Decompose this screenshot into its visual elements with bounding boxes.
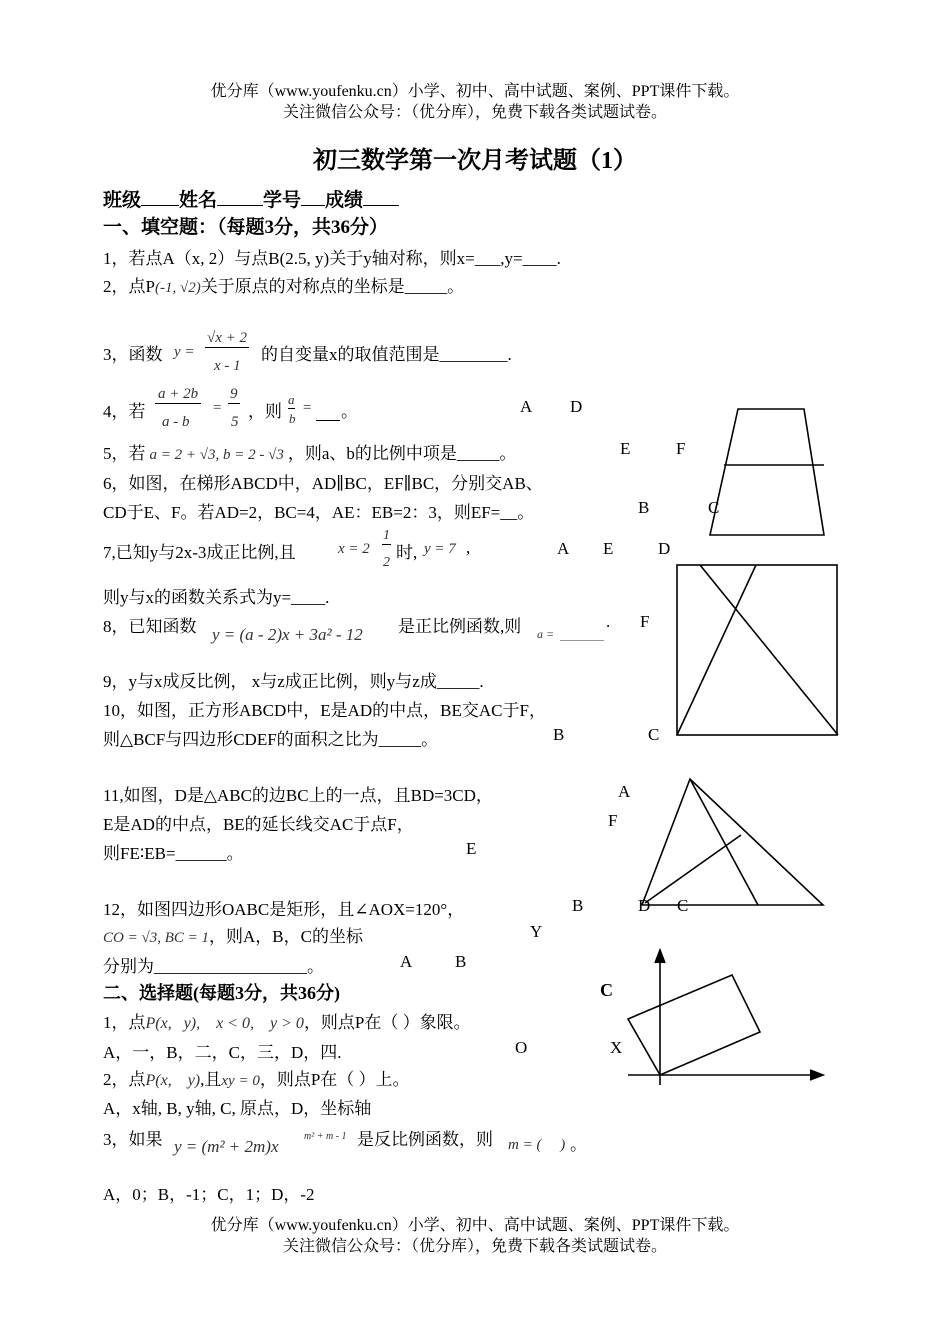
question-1-11b: E是AD的中点，BE的延长线交AC于点F， (103, 815, 414, 834)
y-axis-arrow (655, 950, 665, 963)
q8-pre: 8，已知函数 (103, 617, 197, 636)
tri-label-e: E (466, 839, 477, 858)
rect-label-x: X (610, 1038, 623, 1057)
question-1-6b: CD于E、F。若AD=2，BC=4，AE：EB=2：3，则EF=__。 (103, 503, 535, 522)
tri-label-a: A (618, 782, 631, 801)
q8-math: y = (a - 2)x + 3a² - 12 (212, 625, 363, 644)
question-1-9: 9，y与x成反比例， x与z成正比例，则y与z成_____. (103, 672, 484, 691)
sq-label-f: F (640, 612, 650, 631)
q2-math: (-1, √2) (154, 280, 201, 296)
number-label: 学号 (263, 190, 302, 211)
question-1-10a: 10，如图，正方形ABCD中，E是AD的中点，BE交AC于F， (103, 701, 546, 720)
q4-denominator: a - b (162, 414, 190, 430)
rect-label-a: A (400, 952, 413, 971)
tri-label-d: D (638, 896, 651, 915)
trap-label-d: D (570, 397, 583, 416)
q7-end: , (466, 538, 471, 557)
tri-label-b: B (572, 896, 584, 915)
trap-label-e: E (620, 439, 631, 458)
q7-pre: 7,已知y与2x-3成正比例,且 (103, 543, 296, 562)
s2q2-post: ，则点P在（ ）上。 (259, 1070, 410, 1089)
q4-rden: 5 (231, 414, 239, 430)
question-1-12c: 分别为__________________。 (103, 957, 324, 976)
s2q1-pre: 1，点 (103, 1013, 146, 1032)
x-axis-arrow (810, 1070, 823, 1080)
rect-label-c: C (600, 980, 613, 1000)
score-label: 成绩 (325, 190, 364, 211)
q12-post: ，则A，B，C的坐标 (208, 927, 363, 946)
name-label: 姓名 (179, 190, 218, 211)
q7-math1: x = 2 (338, 541, 370, 557)
triangle-bf-line (645, 835, 741, 903)
q8-end: . (606, 612, 611, 631)
q4-mid: ，则 (248, 402, 282, 421)
question-1-12b (103, 922, 363, 947)
sq-label-e: E (603, 539, 614, 558)
s2q2-math: P(x, y) (145, 1072, 201, 1089)
rectangle-oabc (628, 975, 760, 1075)
q4-pre: 4，若 (103, 402, 146, 421)
question-2-1-options: A，一，B，二，C，三，D，四. (103, 1043, 342, 1062)
section-1-heading: 一、填空题：（每题3分，共36分） (103, 217, 389, 238)
square-be-line (677, 565, 756, 735)
question-1-10b: 则△BCF与四边形CDEF的面积之比为_____。 (103, 730, 439, 749)
question-2-1 (103, 1008, 471, 1033)
q4-aden: b (289, 411, 296, 426)
q8-post: 是正比例函数,则 (398, 617, 522, 636)
s2q3-post: 是反比例函数，则 (357, 1130, 493, 1149)
s2q1-post: ，则点P在（ ）象限。 (303, 1013, 471, 1032)
square-outline (677, 565, 837, 735)
trap-label-b: B (638, 498, 650, 517)
sq-label-c: C (648, 725, 660, 744)
page-title: 初三数学第一次月考试题（1） (313, 148, 637, 174)
footer-line-2: 关注微信公众号：（优分库），免费下载各类试题试卷。 (282, 1238, 667, 1255)
tri-label-f: F (608, 811, 618, 830)
sq-label-d: D (658, 539, 671, 558)
trap-label-f: F (676, 439, 686, 458)
question-1-1: 1，若点A（x, 2）与点B(2.5, y)关于y轴对称，则x=___,y=____. (103, 249, 561, 268)
q7-mid: 时, (396, 543, 418, 562)
section-2-heading: 二、选择题(每题3分，共36分) (103, 983, 340, 1003)
student-info-line (103, 185, 399, 212)
rect-label-y: Y (530, 922, 543, 941)
q5-math: a = 2 + √3, b = 2 - √3 (149, 447, 284, 463)
coordinate-figure (620, 945, 830, 1090)
q3-numerator: √x + 2 (207, 330, 248, 346)
question-2-2-options: A，x轴, B, y轴, C, 原点，D，坐标轴 (103, 1099, 372, 1118)
q12-math: CO = √3, BC = 1 (103, 930, 209, 946)
q7-math2: y = 7 (424, 541, 456, 557)
s2q1-math: P(x, y), x < 0, y > 0 (145, 1015, 304, 1032)
question-1-2 (103, 272, 464, 297)
q8-answer-blank (560, 640, 604, 641)
q4-answer-blank (316, 420, 340, 421)
q7-fden: 2 (383, 555, 390, 570)
question-1-5 (103, 439, 516, 464)
question-1-11c: 则FE∶EB=______。 (103, 844, 244, 863)
q5-post: ，则a、b的比例中项是_____。 (287, 444, 517, 463)
question-1-6a: 6，如图，在梯形ABCD中，AD∥BC，EF∥BC，分别交AB、 (103, 474, 543, 493)
question-2-3-options: A，0；B，-1；C，1；D，-2 (103, 1185, 315, 1204)
trapezoid-outline (710, 409, 824, 535)
trap-label-c: C (708, 498, 720, 517)
q4-tail: = (302, 400, 313, 416)
s2q2-pre: 2，点 (103, 1070, 146, 1089)
header-line-2: 关注微信公众号：（优分库），免费下载各类试题试卷。 (282, 104, 667, 121)
q8-math2: a = (537, 627, 555, 641)
q4-rnum: 9 (230, 386, 238, 402)
sq-label-a: A (557, 539, 570, 558)
question-1-7b: 则y与x的函数关系式为y=____. (103, 588, 330, 607)
question-1-11a: 11,如图，D是△ABC的边BC上的一点，且BD=3CD， (103, 786, 493, 805)
tri-label-c: C (677, 896, 689, 915)
s2q2-mid: ,且 (200, 1070, 222, 1089)
question-1-12a: 12，如图四边形OABC是矩形，且∠AOX=120°， (103, 900, 465, 919)
trap-label-a: A (520, 397, 533, 416)
footer-line-1: 优分库（www.youfenku.cn）小学、初中、高中试题、案例、PPT课件下载。 (210, 1217, 740, 1234)
q3-denominator: x - 1 (214, 358, 241, 374)
q4-end: 。 (341, 402, 358, 421)
s2q3-pre: 3，如果 (103, 1130, 163, 1149)
rect-label-o: O (515, 1038, 528, 1057)
square-diagonal-line (700, 565, 838, 735)
s2q2-math2: xy = 0 (221, 1073, 260, 1089)
s2q3-end: 。 (570, 1135, 587, 1154)
q5-pre: 5，若 (103, 444, 146, 463)
q3-math-y: y = (174, 344, 195, 360)
q2-post: 关于原点的对称点的坐标是_____。 (200, 277, 465, 296)
q7-fnum: 1 (383, 528, 390, 543)
q4-anum: a (288, 392, 295, 407)
triangle-ad-line (690, 779, 758, 905)
square-figure (670, 560, 845, 740)
s2q3-math: y = (m² + 2m)x (174, 1137, 279, 1156)
q3-post: 的自变量x的取值范围是________. (261, 345, 512, 364)
s2q3-math2: m = ( ) (508, 1137, 566, 1153)
header-line-1: 优分库（www.youfenku.cn）小学、初中、高中试题、案例、PPT课件下载。 (210, 83, 740, 100)
q2-pre: 2，点P (103, 277, 155, 296)
question-2-2 (103, 1065, 410, 1090)
class-label: 班级 (103, 190, 142, 211)
q4-equals: = (212, 400, 223, 416)
trapezoid-figure (700, 400, 830, 540)
q4-numerator: a + 2b (155, 386, 201, 404)
triangle-figure (640, 775, 830, 910)
sq-label-b: B (553, 725, 565, 744)
q3-pre: 3，函数 (103, 345, 163, 364)
rect-label-b: B (455, 952, 467, 971)
s2q3-sup: m² + m - 1 (304, 1131, 347, 1142)
